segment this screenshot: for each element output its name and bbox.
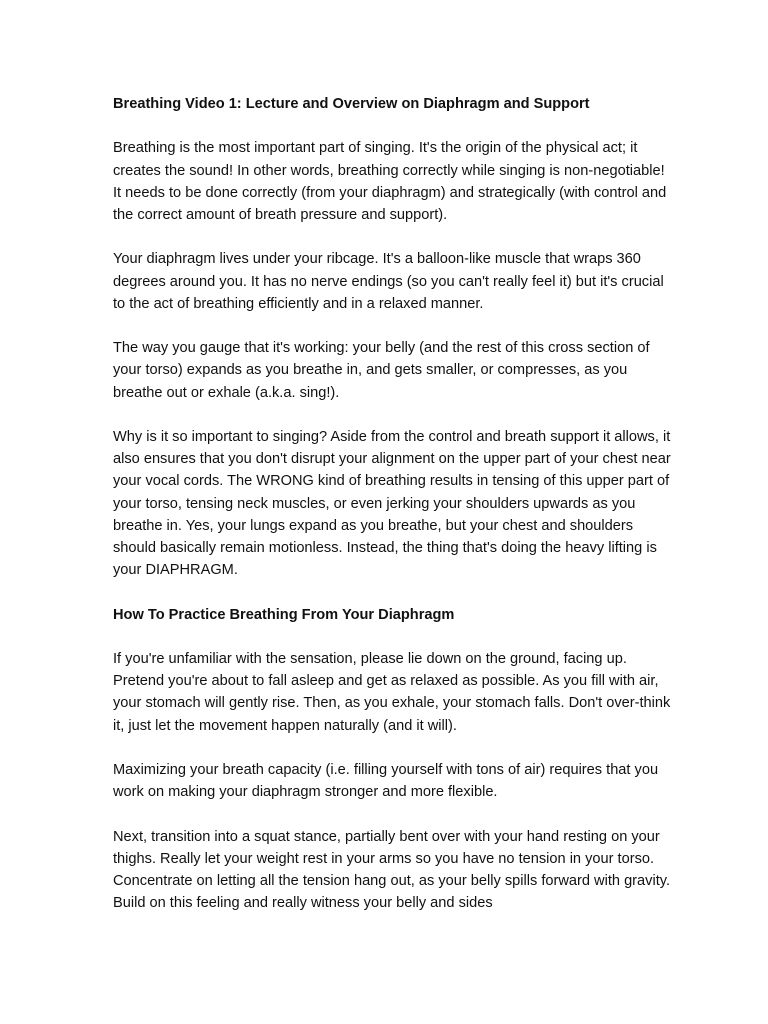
document-title: Breathing Video 1: Lecture and Overview on Diaphragm and Support [113, 96, 590, 112]
document-content [113, 93, 673, 914]
paragraph: Your diaphragm lives under your ribcage. It's a balloon-like muscle that wraps 360 degrees around you. It has no nerve endings (so you can't really feel it) but it's crucial to the act of breathing efficiently and in a relaxed manner. [113, 251, 664, 312]
paragraph: Why is it so important to singing? Aside from the control and breath support it allows, it also ensures that you don't disrupt your alignment on the upper part of your chest near your vocal cords. The WRONG kind of breathing results in tensing of this upper part of your torso, tensing neck muscles, or even jerking your shoulders upwards as you breathe in. Yes, your lungs expand as you breathe, but your chest and shoulders should basically remain motionless. Instead, the thing that's doing the heavy lifting is your DIAPHRAGM. [113, 428, 671, 579]
paragraph: Next, transition into a squat stance, partially bent over with your hand resting on your thighs. Really let your weight rest in your arms so you have no tension in your torso. Concentrate on letting all the tension hang out, as your belly spills forward with gravity. Build on this feeling and really witness your belly and sides [113, 828, 671, 912]
paragraph: Maximizing your breath capacity (i.e. filling yourself with tons of air) requires that you work on making your diaphragm stronger and more flexible. [113, 761, 659, 801]
paragraph: If you're unfamiliar with the sensation, please lie down on the ground, facing up. Pretend you're about to fall asleep and get as relaxed as possible. As you fill with air, your stomach will gently rise. Then, as you exhale, your stomach falls. Don't over-think it, just let the movement happen naturally (and it will). [113, 650, 671, 734]
paragraph: Breathing is the most important part of singing. It's the origin of the physical act; it creates the sound! In other words, breathing correctly while singing is non-negotiable! It needs to be done correctly (from your diaphragm) and strategically (with control and the correct amount of breath pressure and support). [113, 140, 667, 223]
section-heading: How To Practice Breathing From Your Diaphragm [113, 606, 455, 623]
paragraph: The way you gauge that it's working: your belly (and the rest of this cross section of your torso) expands as you breathe in, and gets smaller, or compresses, as you breathe out or exhale (a.k.a. sing!). [113, 340, 650, 401]
